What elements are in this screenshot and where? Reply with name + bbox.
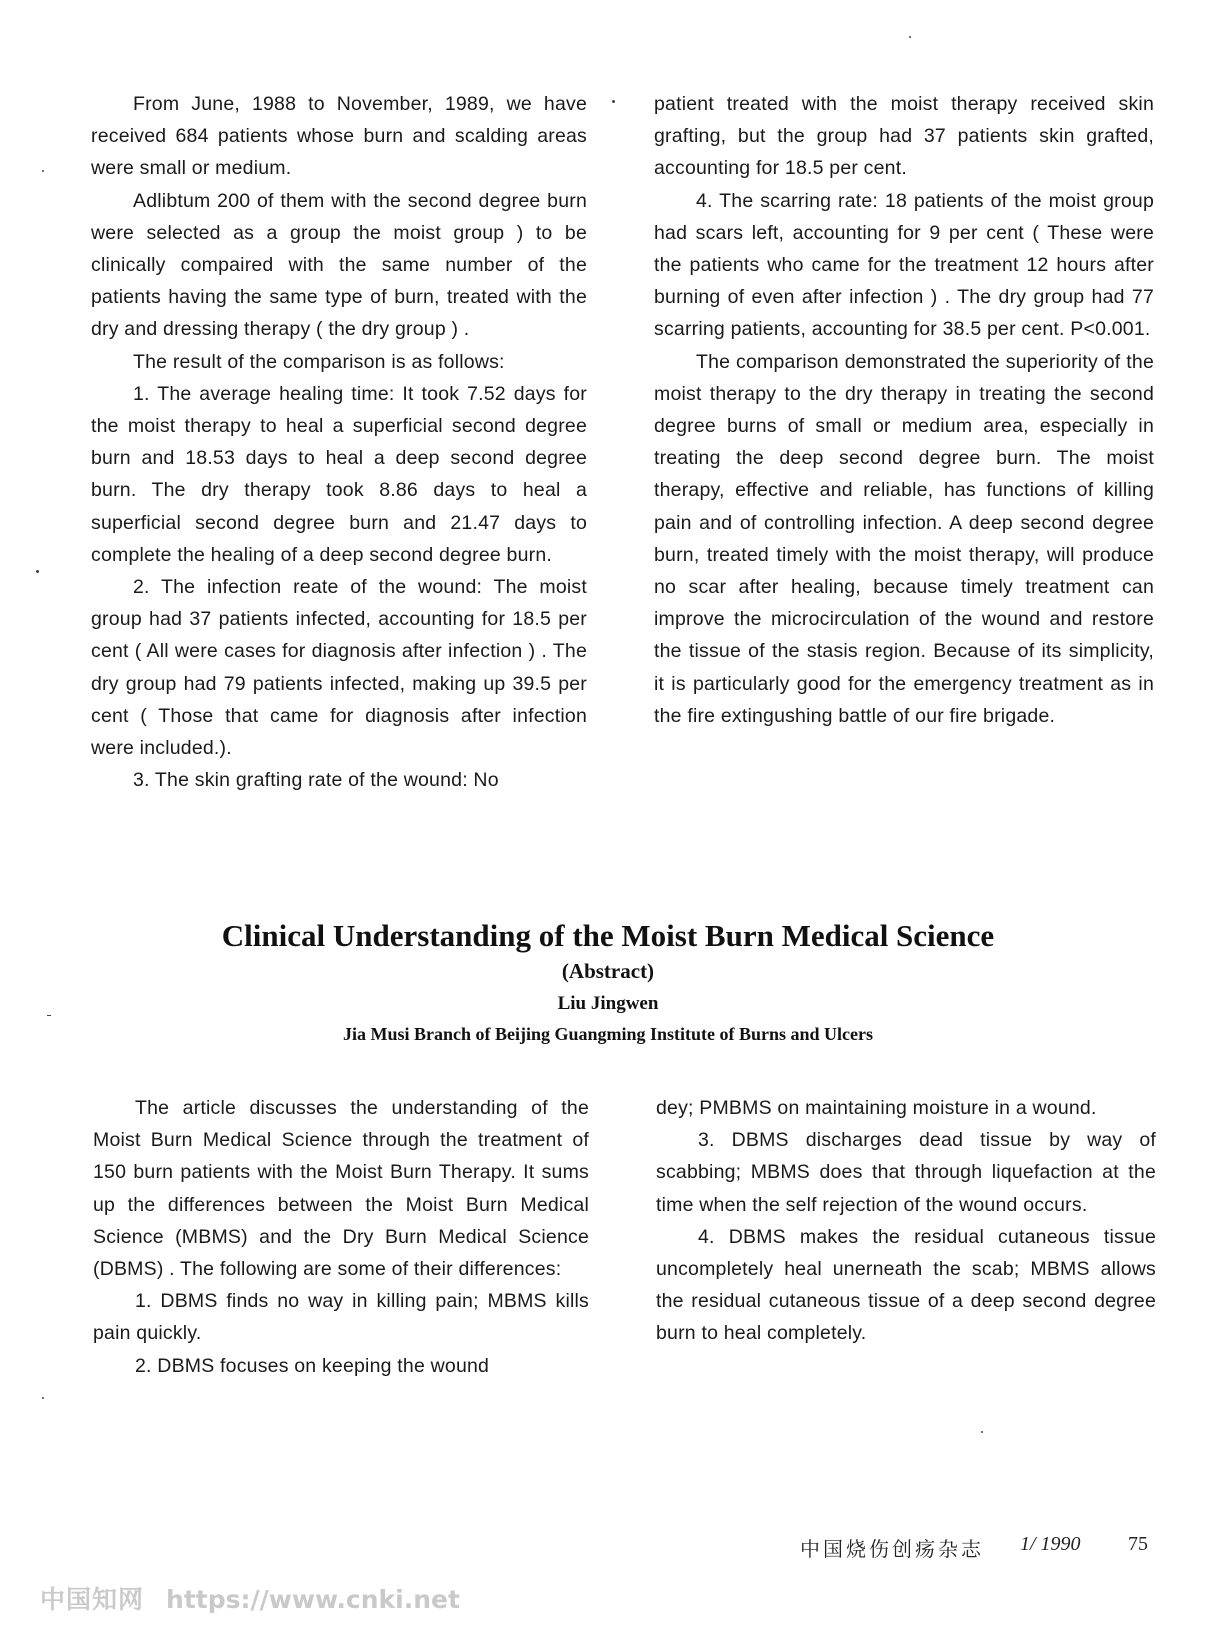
paragraph: Adlibtum 200 of them with the second degree burn were selected as a group the moist group ) to be clinically compaired with the same number of the patients having the same type of burn, treated with the dry and dressing therapy ( the dry group ) .: [91, 189, 587, 341]
scan-speck: [42, 170, 44, 172]
paragraph: 4. DBMS makes the residual cutaneous tissue uncompletely heal unerneath the scab; MBMS allows the residual cutaneous tissue of a deep second degree burn to heal completely.: [656, 1225, 1156, 1345]
paragraph: 3. DBMS discharges dead tissue by way of scabbing; MBMS does that through liquefaction at the time when the self rejection of the wound occurs.: [656, 1129, 1156, 1216]
upper-right-column: [654, 88, 1154, 732]
paragraph: patient treated with the moist therapy received skin grafting, but the group had 37 patients skin grafted, accounting for 18.5 per cent.: [654, 93, 1154, 180]
cnki-watermark: [40, 1580, 460, 1616]
journal-name: 中国烧伤创疡杂志: [800, 1539, 984, 1561]
paragraph: From June, 1988 to November, 1989, we have received 684 patients whose burn and scalding areas were small or medium.: [91, 93, 587, 180]
article-title: Clinical Understanding of the Moist Burn Medical Science: [221, 918, 995, 953]
paragraph: 4. The scarring rate: 18 patients of the moist group had scars left, accounting for 9 per cent ( These were the patients who came for the treatment 12 hours after burning of even after infection ) . The dry group had 77 scarring patients, accounting for 38.5 per cent. P<0.001.: [654, 189, 1154, 341]
scan-speck: [981, 1431, 983, 1433]
scan-speck: [47, 1015, 51, 1016]
article-affiliation: Jia Musi Branch of Beijing Guangming Institute of Burns and Ulcers: [342, 1024, 874, 1044]
paragraph: 2. DBMS focuses on keeping the wound: [135, 1354, 490, 1377]
paragraph: The comparison demonstrated the superiority of the moist therapy to the dry therapy in treating the second degree burns of small or medium area, especially in treating the deep second degree burn. The moist therapy, effective and reliable, has functions of killing pain and of controlling infection. A deep second degree burn, treated timely with the moist therapy, will produce no scar after healing, because timely treatment can improve the microcirculation of the wound and restore the tissue of the stasis region. Because of its simplicity, it is particularly good for the emergency treatment as in the fire extingushing battle of our fire brigade.: [654, 350, 1154, 727]
paragraph: The result of the comparison is as follows:: [133, 350, 505, 373]
scan-speck: [909, 36, 911, 38]
scan-speck: [42, 1397, 44, 1399]
paragraph: 1. The average healing time: It took 7.52 days for the moist therapy to heal a superficial second degree burn and 18.53 days to heal a deep second degree burn. The dry therapy took 8.86 days to heal a superficial second degree burn and 21.47 days to complete the healing of a deep second degree burn.: [91, 382, 587, 566]
paragraph: dey; PMBMS on maintaining moisture in a wound.: [656, 1097, 1097, 1119]
scan-speck: [612, 100, 615, 103]
lower-left-column: [93, 1092, 589, 1382]
page-number: 75: [1128, 1533, 1148, 1555]
upper-left-column: [91, 88, 587, 796]
scan-speck: [36, 570, 39, 573]
article-subtitle: (Abstract): [561, 959, 655, 983]
paragraph: 2. The infection reate of the wound: The moist group had 37 patients infected, accounting for 18.5 per cent ( All were cases for diagnosis after infection ) . The dry group had 79 patients infected, making up 39.5 per cent ( Those that came for diagnosis after infection were included.).: [91, 576, 587, 760]
watermark-brand: 中国知网: [40, 1585, 145, 1614]
paragraph: 1. DBMS finds no way in killing pain; MBMS kills pain quickly.: [93, 1290, 589, 1345]
paragraph: 3. The skin grafting rate of the wound: No: [133, 769, 499, 792]
issue-number: 1/ 1990: [1020, 1533, 1081, 1555]
watermark-url: https://www.cnki.net: [166, 1585, 460, 1614]
paragraph: The article discusses the understanding of the Moist Burn Medical Science through the treatment of 150 burn patients with the Moist Burn Therapy. It sums up the differences between the Moist Burn Medical Science (MBMS) and the Dry Burn Medical Science (DBMS) . The following are some of their differences:: [93, 1097, 589, 1281]
lower-right-column: [656, 1092, 1156, 1350]
article-author: Liu Jingwen: [557, 993, 659, 1014]
